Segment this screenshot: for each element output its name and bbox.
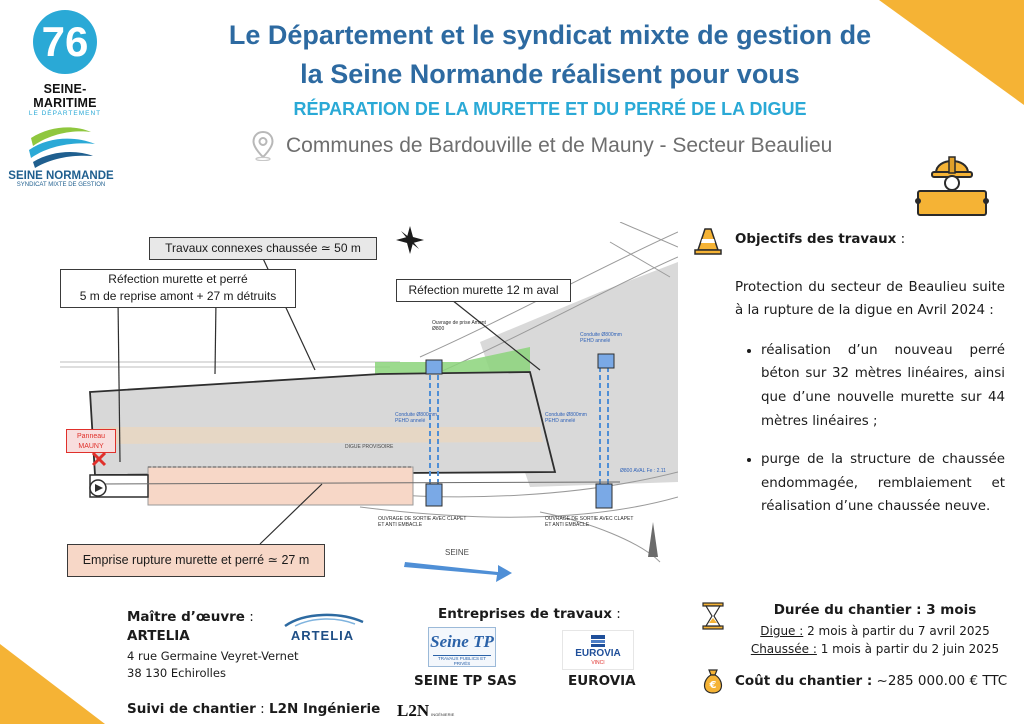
location-text: Communes de Bardouville et de Mauny - Secteur Beaulieu [286, 134, 833, 157]
l2n-logo [397, 694, 455, 720]
suivi-line [127, 701, 380, 717]
map-label-ouvrage-prise: Ouvrage de prise Amont Ø800 [432, 320, 486, 332]
seine-maritime-logo [20, 10, 110, 117]
cost-label: Coût du chantier : [735, 673, 873, 689]
callout-refection-line-2: 5 m de reprise amont + 27 m détruits [79, 289, 277, 303]
suivi-label: Suivi de chantier [127, 701, 256, 717]
page-title-line-1: Le Département et le syndicat mixte de gestion de [228, 20, 872, 50]
seine-normande-wave-icon [21, 120, 101, 170]
callout-refection-murette [60, 269, 296, 308]
objectives-intro: Protection du secteur de Beaulieu suite à la rupture de la digue en Avril 2024 : [735, 279, 1005, 319]
duration-digue [735, 622, 1015, 640]
site-plan-map [60, 222, 678, 592]
map-label-conduite-1: Conduite Ø800mm PEHD annelé [395, 412, 437, 424]
maitre-address-line-1: 4 rue Germaine Veyret-Vernet [127, 649, 299, 663]
logo-sn-sub: SYNDICAT MIXTE DE GESTION [16, 182, 106, 188]
location-line [252, 130, 832, 162]
panneau-line-2: MAUNY [78, 443, 104, 450]
compass-rose-icon [396, 226, 424, 254]
suivi-value: L2N Ingénierie [268, 701, 381, 717]
duration-chaussee-text: 1 mois à partir du 2 juin 2025 [816, 642, 1000, 656]
callout-emprise-rupture: Emprise rupture murette et perré ≃ 27 m [67, 544, 325, 577]
worker-laptop-icon [912, 145, 992, 217]
l2n-logo-text: L2N [397, 701, 430, 720]
duration-chaussee-label: Chaussée : [750, 642, 817, 656]
objectives-heading-row [735, 228, 1005, 252]
maitre-address [127, 648, 299, 682]
page-subtitle: RÉPARATION DE LA MURETTE ET DU PERRÉ DE LA DIGUE [293, 99, 807, 119]
objectives-heading: Objectifs des travaux [735, 232, 897, 247]
map-label-conduite-3: Conduite Ø800mm PEHD annelé [580, 332, 622, 344]
objectives-section [735, 228, 1005, 534]
map-label-o800-aval: Ø800 AVAL Fe : 2.11 [620, 468, 666, 474]
map-label-ouvrage-sortie-2: OUVRAGE DE SORTIE AVEC CLAPET ET ANTI EMBACLE [545, 516, 634, 528]
traffic-cone-icon [693, 226, 723, 256]
map-label-ouvrage-sortie-1: OUVRAGE DE SORTIE AVEC CLAPET ET ANTI EMBACLE [378, 516, 467, 528]
page-title [150, 16, 950, 94]
cost-value: ~285 000.00 € TTC [872, 673, 1008, 689]
objectives-list [735, 339, 1005, 519]
artelia-arc-icon [275, 612, 370, 628]
eurovia-name: EUROVIA [568, 673, 636, 689]
maitre-label-row [127, 606, 299, 625]
maitre-label-suffix: : [244, 609, 254, 625]
seine-normande-logo [5, 120, 117, 188]
logo-sn-name: SEINE NORMANDE [8, 170, 114, 182]
maitre-name: ARTELIA [127, 628, 190, 644]
seine-tp-logo-sub: TRAVAUX PUBLICS ET PRIVÉS [433, 655, 491, 666]
entreprises-label-suffix: : [611, 606, 621, 622]
objectives-item-1: • réalisation d’un nouveau perré béton sur 32 mètres linéaires, ainsi que d’une nouvelle murette sur 44 mètres linéaires ; [761, 339, 1005, 433]
l2n-logo-sub: INGÉNIERIE [431, 712, 455, 717]
maitre-label: Maître d’œuvre [127, 609, 245, 625]
duration-heading: Durée du chantier : 3 mois [773, 602, 977, 618]
map-label-river: SEINE [445, 548, 470, 557]
eurovia-mark-icon [588, 634, 608, 648]
callout-refection-aval: Réfection murette 12 m aval [396, 279, 571, 302]
money-bag-icon [700, 667, 726, 695]
eurovia-logo [562, 630, 634, 670]
maitre-address-line-2: 38 130 Echirolles [127, 666, 226, 680]
map-label-conduite-2: Conduite Ø800mm PEHD annelé [545, 412, 587, 424]
suivi-sep: : [255, 701, 269, 717]
cost-line [735, 673, 1007, 689]
panneau-mauny-label [66, 429, 116, 453]
svg-text:€: € [709, 680, 717, 691]
maitre-oeuvre-section [127, 606, 299, 682]
duration-section [735, 602, 1015, 658]
eurovia-logo-sub: VINCI [591, 660, 605, 666]
callout-travaux-connexes: Travaux connexes chaussée ≃ 50 m [149, 237, 377, 260]
eurovia-logo-text: EUROVIA [575, 648, 621, 659]
objectives-item-2: • purge de la structure de chaussée endommagée, remblaiement et réalisation d’une chaussée neuve. [761, 448, 1005, 519]
panneau-line-1: Panneau [76, 433, 106, 440]
map-label-digue: DIGUE PROVISOIRE [345, 444, 394, 450]
entreprises-label-row [438, 606, 621, 622]
artelia-logo [275, 612, 370, 642]
hourglass-icon [700, 602, 726, 630]
entreprises-label: Entreprises de travaux [438, 606, 612, 622]
duration-chaussee [735, 640, 1015, 658]
corner-decoration-bottom-left [0, 644, 105, 724]
seine-tp-logo-text: Seine TP [430, 632, 494, 651]
map-pin-icon [252, 131, 274, 161]
seine-tp-name: SEINE TP SAS [414, 673, 517, 689]
callout-refection-line-1: Réfection murette et perré [108, 272, 248, 286]
objectives-heading-suffix: : [896, 232, 906, 247]
logo-76-sub: LE DÉPARTEMENT [28, 110, 102, 117]
duration-digue-label: Digue : [760, 624, 804, 638]
page-title-line-2: la Seine Normande réalisent pour vous [300, 59, 800, 89]
artelia-logo-text: ARTELIA [290, 628, 355, 643]
duration-digue-text: 2 mois à partir du 7 avril 2025 [803, 624, 990, 638]
seine-tp-logo [428, 627, 496, 667]
logo-76-number: 76 [33, 10, 97, 74]
logo-76-name: SEINE-MARITIME [33, 82, 97, 110]
